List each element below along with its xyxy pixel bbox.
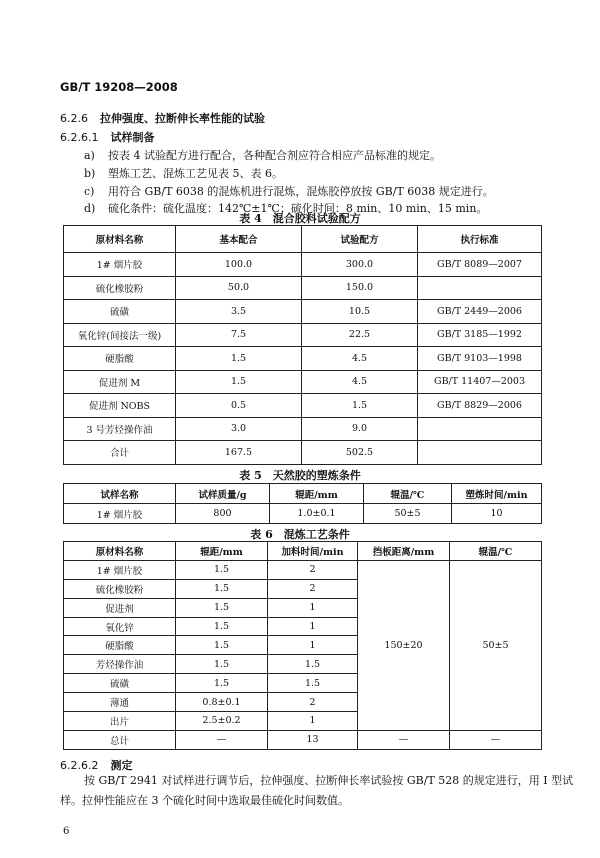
table-row: 促进剂 1.5 1 [64, 598, 542, 617]
table-row: 薄通 0.8±0.1 2 [64, 693, 542, 712]
column-header: 执行标准 [418, 226, 542, 253]
paragraph-line: 按 GB/T 2941 对试样进行调节后，拉伸强度、拉断伸长率试验按 GB/T 528 的规定进行，用 Ⅰ 型试 [84, 774, 574, 787]
column-header: 原材料名称 [64, 226, 176, 253]
column-header: 辊距/mm [176, 542, 268, 561]
column-header: 试样名称 [64, 484, 176, 504]
column-header: 原材料名称 [64, 542, 176, 561]
table-row: 氧化锌 1.5 1 [64, 617, 542, 636]
section-number: 6.2.6.1 [60, 131, 99, 144]
table-row: 促进剂 M 1.5 4.5 GB/T 11407—2003 [64, 370, 542, 394]
merged-temp-cell: 50±5 [450, 560, 542, 730]
table6-caption: 表 6 混炼工艺条件 [250, 528, 350, 541]
table5-caption: 表 5 天然胶的塑炼条件 [239, 469, 361, 482]
table-header-row [64, 484, 542, 504]
column-header: 试样质量/g [176, 484, 270, 504]
column-header: 基本配合 [176, 226, 302, 253]
table-row: 出片 2.5±0.2 1 [64, 712, 542, 731]
page-number: 6 [63, 826, 70, 837]
list-item: d) 硫化条件：硫化温度：142℃±1℃；硫化时间：8 min、10 min、15 min。 [84, 202, 488, 215]
column-header: 辊温/℃ [364, 484, 452, 504]
standard-code-header: GB/T 19208—2008 [60, 80, 178, 94]
table4-caption: 表 4 混合胶料试验配方 [239, 212, 361, 225]
table-row: 芳烃操作油 1.5 1.5 [64, 655, 542, 674]
table-row: 硬脂酸 1.5 1 [64, 636, 542, 655]
section-number: 6.2.6.2 [60, 759, 99, 772]
table-row: 合计 167.5 502.5 [64, 441, 542, 465]
paragraph-line: 样。拉伸性能应在 3 个硫化时间中选取最佳硫化时间数值。 [60, 794, 349, 807]
table-row: 3 号芳烃操作油 3.0 9.0 [64, 417, 542, 441]
table-row: 1# 烟片胶 800 1.0±0.1 50±5 10 [64, 504, 542, 524]
table-header-row [64, 226, 542, 253]
table-row: 硫化橡胶粉 1.5 2 [64, 579, 542, 598]
merged-gap-cell: 150±20 [358, 560, 450, 730]
table-row: 硫磺 1.5 1.5 [64, 674, 542, 693]
section-title: 试样制备 [110, 131, 155, 144]
section-6-2-6-1-heading [60, 129, 154, 145]
list-item: b) 塑炼工艺、混炼工艺见表 5、表 6。 [84, 167, 283, 180]
table4 [63, 225, 542, 465]
column-header: 塑炼时间/min [452, 484, 542, 504]
column-header: 辊距/mm [270, 484, 364, 504]
column-header: 试验配方 [302, 226, 418, 253]
table-row: 1# 烟片胶 1.5 2 150±20 50±5 [64, 560, 542, 579]
column-header: 辊温/℃ [450, 542, 542, 561]
section-number: 6.2.6 [60, 112, 88, 125]
table-row: 硬脂酸 1.5 4.5 GB/T 9103—1998 [64, 347, 542, 371]
table-row: 氧化锌(间接法一级) 7.5 22.5 GB/T 3185—1992 [64, 323, 542, 347]
column-header: 加料时间/min [268, 542, 358, 561]
table-row: 促进剂 NOBS 0.5 1.5 GB/T 8829—2006 [64, 394, 542, 418]
table-header-row [64, 542, 542, 561]
table-row: 硫磺 3.5 10.5 GB/T 2449—2006 [64, 300, 542, 324]
section-title: 拉伸强度、拉断伸长率性能的试验 [100, 112, 265, 125]
table6 [63, 541, 542, 750]
table-row: 硫化橡胶粉 50.0 150.0 [64, 276, 542, 300]
table-total-row: 总计 — 13 — — [64, 730, 542, 749]
column-header: 挡板距离/mm [358, 542, 450, 561]
section-title: 测定 [110, 759, 133, 772]
table5 [63, 483, 542, 524]
list-item: a) 按表 4 试验配方进行配合，各种配合剂应符合相应产品标准的规定。 [84, 149, 441, 162]
list-item: c) 用符合 GB/T 6038 的混炼机进行混炼，混炼胶停放按 GB/T 6038 规定进行。 [84, 185, 494, 198]
section-6-2-6-heading [60, 110, 265, 126]
table-row: 1# 烟片胶 100.0 300.0 GB/T 8089—2007 [64, 253, 542, 277]
